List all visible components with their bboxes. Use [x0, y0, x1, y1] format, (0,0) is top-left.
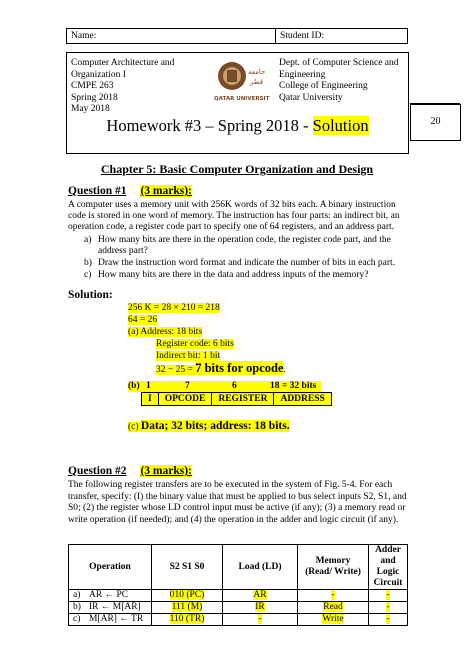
homework-title: Homework #3 – Spring 2018 - Solution — [106, 116, 369, 135]
total-marks: 20 — [430, 116, 441, 127]
score-box — [410, 104, 461, 141]
q1-item-b: b) Draw the instruction word format and indicate the number of bits in each part. — [84, 258, 396, 268]
student-id-field[interactable]: Student ID: — [276, 29, 408, 44]
name-field[interactable]: Name: — [67, 29, 276, 44]
solution-part-a: 256 K = 28 × 210 = 218 64 = 26 (a) Address: 18 bits Register code: 6 bits Indirect bit: 1 bit 32 − 25 = 7 bits for opcode. — [128, 303, 286, 375]
format-indirect: I — [142, 393, 159, 406]
q1-body: A computer uses a memory unit with 256K words of 32 bits each. A binary instruction code is stored in one word of memory. The instruction has four parts: an indirect bit, an operation code, a register code part to specify one of 64 registers, and an address part. — [68, 200, 400, 232]
svg-text:QATAR UNIVERSITY: QATAR UNIVERSITY — [214, 96, 270, 102]
q1-item-c: c) How many bits are there in the data and address inputs of the memory? — [84, 270, 369, 280]
q1-heading: Question #1 (3 marks): — [68, 185, 192, 197]
instruction-format-table — [141, 392, 332, 406]
format-address: ADDRESS — [274, 393, 331, 406]
course-info-right: Dept. of Computer Science and Engineering College of Engineering Qatar University — [279, 58, 399, 103]
q2-heading: Question #2 (3 marks): — [68, 465, 192, 477]
q1-item-a: a) How many bits are there in the operation code, the register code part, and the address part? — [84, 235, 391, 256]
course-info-box — [66, 52, 409, 154]
name-id-table — [66, 28, 408, 44]
register-transfer-table — [68, 544, 408, 626]
table-row: c) M[AR] ← TR 110 (TR) - Write - — [69, 614, 408, 626]
table-row: b) IR ← M[AR] 111 (M) IR Read - — [69, 602, 408, 614]
chapter-title: Chapter 5: Basic Computer Organization and Design — [100, 162, 374, 176]
q1-items — [84, 235, 408, 281]
solution-heading: Solution: — [68, 289, 113, 301]
course-info-left: Computer Architecture and Organization I CMPE 263 Spring 2018 May 2018 — [71, 58, 175, 114]
q2-body: The following register transfers are to be executed in the system of Fig. 5-4. For each transfer, specify: (I) the binary value that must be applied to bus select inputs S2, S1, and S0; (2) the register whose LD control input must be active (if any); (3) a memory read or write operation (if needed); and (4) the operation in the adder and logic circuit (if any). — [68, 480, 407, 525]
svg-text:جامعة: جامعة — [248, 68, 266, 76]
format-opcode: OPCODE — [158, 393, 212, 406]
solution-b-counts: (b) 1 7 6 18 = 32 bits — [128, 381, 321, 392]
qatar-university-logo — [214, 58, 270, 104]
solution-part-c: (c) Data; 32 bits; address: 18 bits. — [128, 420, 290, 432]
table-header-row: Operation S2 S1 S0 Load (LD) Memory (Read/ Write) Adder and Logic Circuit — [69, 545, 408, 590]
format-register: REGISTER — [212, 393, 274, 406]
table-row: a) AR ← PC 010 (PC) AR - - — [69, 590, 408, 602]
svg-text:قطر: قطر — [250, 78, 263, 86]
